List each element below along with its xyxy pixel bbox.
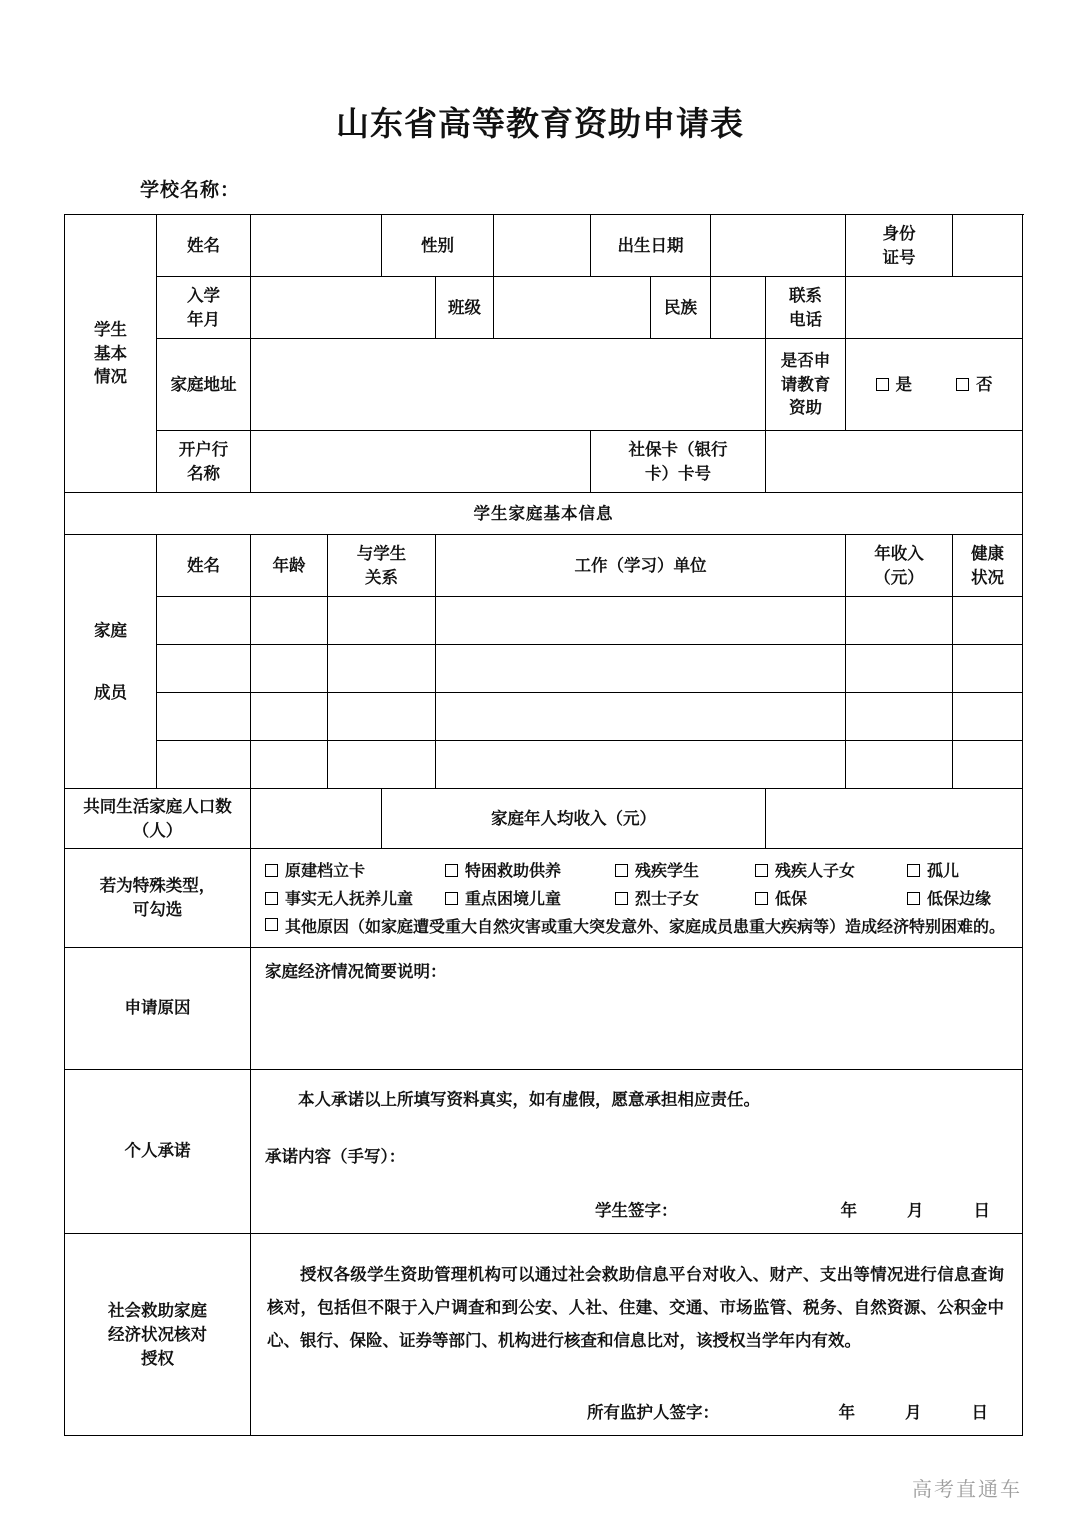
field-per-capita-income[interactable] xyxy=(766,789,1023,849)
checkbox-label: 原建档立卡 xyxy=(285,861,366,880)
label-apply-line-2: 请教育 xyxy=(780,374,831,394)
field-gender[interactable] xyxy=(494,215,591,277)
cell-member-income[interactable] xyxy=(846,741,953,789)
date-fields xyxy=(841,1199,1007,1223)
cell-member-health[interactable] xyxy=(953,597,1023,645)
col-header-health-line-2: 状况 xyxy=(971,567,1004,587)
special-types-row-1 xyxy=(265,859,1016,882)
label-household-count xyxy=(65,789,251,849)
special-types-row-2 xyxy=(265,887,1016,910)
checkbox-square-icon xyxy=(755,864,768,877)
field-apply-reason[interactable] xyxy=(251,947,1023,1069)
application-form-table xyxy=(64,214,1023,1436)
label-bank-line-2: 名称 xyxy=(187,463,220,483)
cell-member-work[interactable] xyxy=(436,741,846,789)
table-row xyxy=(65,597,1023,645)
cell-member-income[interactable] xyxy=(846,597,953,645)
guardian-signature-row xyxy=(267,1401,1004,1425)
label-personal-promise: 个人承诺 xyxy=(65,1069,251,1234)
label-enroll-line-1: 入学 xyxy=(187,285,220,305)
label-social-auth-line-2: 经济状况核对 xyxy=(108,1324,207,1344)
checkbox-label: 残疾学生 xyxy=(635,861,700,880)
col-header-income-line-2: （元） xyxy=(874,567,924,587)
col-header-income xyxy=(846,535,953,597)
date-fields xyxy=(839,1401,1005,1425)
checkbox-marginal-low-income[interactable] xyxy=(907,887,991,910)
col-header-work-unit: 工作（学习）单位 xyxy=(436,535,846,597)
label-ethnic: 民族 xyxy=(651,277,711,339)
side-label-line-3: 情况 xyxy=(94,367,127,387)
checkbox-poverty-card[interactable] xyxy=(265,859,445,882)
table-row-apply-reason xyxy=(65,947,1023,1069)
cell-member-relation[interactable] xyxy=(328,645,436,693)
label-card-number xyxy=(591,431,766,493)
label-id-number xyxy=(846,215,953,277)
checkbox-minimum-living-allowance[interactable] xyxy=(755,887,907,910)
checkbox-square-icon xyxy=(445,864,458,877)
label-special-line-1: 若为特殊类型， xyxy=(99,875,216,895)
guardian-signature-label[interactable]: 所有监护人签字： xyxy=(587,1403,719,1423)
side-label-line-2: 基本 xyxy=(94,343,127,363)
checkbox-key-distressed-child[interactable] xyxy=(445,887,615,910)
cell-member-age[interactable] xyxy=(251,693,328,741)
label-year[interactable]: 年 xyxy=(840,1201,857,1221)
label-gender: 性别 xyxy=(382,215,494,277)
label-month[interactable]: 月 xyxy=(907,1201,924,1221)
cell-member-relation[interactable] xyxy=(328,693,436,741)
student-signature-row xyxy=(265,1199,1006,1223)
cell-member-income[interactable] xyxy=(846,645,953,693)
label-special-types xyxy=(65,849,251,948)
table-row-family-columns xyxy=(65,535,1023,597)
table-row-social-auth xyxy=(65,1234,1023,1436)
cell-member-work[interactable] xyxy=(436,645,846,693)
label-bank-line-1: 开户行 xyxy=(178,439,229,459)
table-row xyxy=(65,741,1023,789)
field-birth[interactable] xyxy=(711,215,846,277)
label-birth: 出生日期 xyxy=(591,215,711,277)
label-social-auth-line-1: 社会救助家庭 xyxy=(108,1300,207,1320)
social-auth-body-text: 授权各级学生资助管理机构可以通过社会救助信息平台对收入、财产、支出等情况进行信息查询核对，包括但不限于入户调查和到公安、人社、住建、交通、市场监管、税务、自然资源、公积金中心、银行、保险、证券等部门、机构进行核查和信息比对，该授权当学年内有效。 xyxy=(267,1265,1004,1351)
field-phone[interactable] xyxy=(846,277,1023,339)
cell-member-name[interactable] xyxy=(157,645,251,693)
cell-member-work[interactable] xyxy=(436,693,846,741)
family-side-label-line-2: 成员 xyxy=(94,682,127,702)
table-row-basic-3 xyxy=(65,339,1023,431)
cell-member-relation[interactable] xyxy=(328,741,436,789)
table-row xyxy=(65,693,1023,741)
checkbox-label: 其他原因（如家庭遭受重大自然灾害或重大突发意外、家庭成员患重大疾病等）造成经济特别困难的。 xyxy=(285,917,1006,937)
checkbox-square-icon xyxy=(265,918,278,931)
col-header-health xyxy=(953,535,1023,597)
checkbox-square-icon xyxy=(907,892,920,905)
checkbox-square-icon xyxy=(615,892,628,905)
school-name-field[interactable] xyxy=(140,175,1080,202)
field-id-number[interactable] xyxy=(953,215,1023,277)
cell-member-age[interactable] xyxy=(251,741,328,789)
special-types-checkbox-group xyxy=(251,849,1023,948)
student-basic-side-label xyxy=(65,215,157,493)
table-row-basic-4 xyxy=(65,431,1023,493)
checkbox-square-icon xyxy=(615,864,628,877)
label-household-line-2: （人） xyxy=(132,820,183,840)
table-row xyxy=(65,645,1023,693)
label-name: 姓名 xyxy=(157,215,251,277)
checkbox-other-reason[interactable] xyxy=(265,915,1016,938)
col-header-relation-line-2: 关系 xyxy=(365,567,398,587)
label-phone-line-2: 电话 xyxy=(789,309,822,329)
label-card-line-1: 社保卡（银行 xyxy=(628,439,728,459)
col-header-income-line-1: 年收入 xyxy=(874,543,924,563)
col-header-health-line-1: 健康 xyxy=(971,543,1004,563)
label-social-auth-line-3: 授权 xyxy=(141,1348,174,1368)
label-apply-line-1: 是否申 xyxy=(780,350,831,370)
checkbox-label: 残疾人子女 xyxy=(775,861,856,880)
label-bank-name xyxy=(157,431,251,493)
checkbox-square-icon xyxy=(265,864,278,877)
label-id-line-1: 身份 xyxy=(882,223,916,243)
checkbox-orphan[interactable] xyxy=(907,859,959,882)
checkbox-square-icon xyxy=(755,892,768,905)
checkbox-label: 特困救助供养 xyxy=(465,861,562,880)
cell-member-name[interactable] xyxy=(157,693,251,741)
checkbox-de-facto-unsupported-child[interactable] xyxy=(265,887,445,910)
cell-member-work[interactable] xyxy=(436,597,846,645)
checkbox-square-icon xyxy=(876,378,889,391)
checkbox-martyr-child[interactable] xyxy=(615,887,755,910)
label-apply-reason: 申请原因 xyxy=(65,947,251,1069)
family-info-header: 学生家庭基本信息 xyxy=(65,493,1023,535)
field-card-number[interactable] xyxy=(766,431,1023,493)
field-home-address[interactable] xyxy=(251,339,766,431)
label-day[interactable]: 日 xyxy=(971,1403,988,1423)
checkbox-label: 孤儿 xyxy=(927,861,960,880)
label-special-line-2: 可勾选 xyxy=(132,899,183,919)
cell-member-income[interactable] xyxy=(846,693,953,741)
cell-member-health[interactable] xyxy=(953,741,1023,789)
checkbox-square-icon xyxy=(445,892,458,905)
school-name-label: 学校名称： xyxy=(140,179,241,201)
promise-handwrite-label: 承诺内容（手写）： xyxy=(265,1147,406,1167)
family-members-side-label xyxy=(65,535,157,789)
table-row-family-header xyxy=(65,493,1023,535)
cell-member-age[interactable] xyxy=(251,645,328,693)
checkbox-label: 事实无人抚养儿童 xyxy=(285,889,414,909)
watermark: 高考直通车 xyxy=(912,1477,1022,1501)
field-bank-name[interactable] xyxy=(251,431,591,493)
label-household-line-1: 共同生活家庭人口数 xyxy=(83,796,232,816)
label-class: 班级 xyxy=(436,277,494,339)
label-enroll-date xyxy=(157,277,251,339)
cell-member-health[interactable] xyxy=(953,645,1023,693)
checkbox-special-hardship-support[interactable] xyxy=(445,859,615,882)
student-signature-label[interactable]: 学生签字： xyxy=(595,1201,678,1221)
label-enroll-line-2: 年月 xyxy=(187,309,220,329)
checkbox-label: 低保 xyxy=(775,889,808,909)
checkbox-child-of-disabled[interactable] xyxy=(755,859,907,882)
label-id-line-2: 证号 xyxy=(882,247,916,267)
label-year[interactable]: 年 xyxy=(838,1403,855,1423)
label-apply-education-aid xyxy=(766,339,846,431)
cell-member-age[interactable] xyxy=(251,597,328,645)
checkbox-label: 重点困境儿童 xyxy=(465,889,562,909)
table-row-basic-2 xyxy=(65,277,1023,339)
field-name[interactable] xyxy=(251,215,382,277)
label-social-auth xyxy=(65,1234,251,1436)
promise-statement: 本人承诺以上所填写资料真实，如有虚假，愿意承担相应责任。 xyxy=(298,1089,760,1109)
table-row-personal-promise xyxy=(65,1069,1023,1234)
col-header-age: 年龄 xyxy=(251,535,328,597)
family-side-label-line-1: 家庭 xyxy=(94,620,127,640)
field-class[interactable] xyxy=(494,277,651,339)
cell-member-relation[interactable] xyxy=(328,597,436,645)
checkbox-apply-yes-label: 是 xyxy=(895,374,912,394)
label-month[interactable]: 月 xyxy=(905,1403,922,1423)
apply-reason-prompt: 家庭经济情况简要说明： xyxy=(265,961,447,981)
apply-aid-choice-cell xyxy=(846,339,1023,431)
checkbox-apply-no[interactable] xyxy=(956,373,993,397)
side-label-line-1: 学生 xyxy=(94,319,127,339)
checkbox-label: 烈士子女 xyxy=(635,889,700,909)
personal-promise-content xyxy=(251,1069,1023,1234)
cell-member-name[interactable] xyxy=(157,597,251,645)
label-phone-line-1: 联系 xyxy=(789,285,822,305)
checkbox-apply-no-label: 否 xyxy=(976,374,993,394)
social-auth-content xyxy=(251,1234,1023,1436)
table-row-basic-1 xyxy=(65,215,1023,277)
checkbox-apply-yes[interactable] xyxy=(876,373,913,397)
page-title: 山东省高等教育资助申请表 xyxy=(336,104,744,143)
label-per-capita-income: 家庭年人均收入（元） xyxy=(382,789,766,849)
checkbox-square-icon xyxy=(265,892,278,905)
table-row-special-types xyxy=(65,849,1023,948)
label-day[interactable]: 日 xyxy=(973,1201,990,1221)
cell-member-health[interactable] xyxy=(953,693,1023,741)
label-phone xyxy=(766,277,846,339)
checkbox-square-icon xyxy=(956,378,969,391)
cell-member-name[interactable] xyxy=(157,741,251,789)
col-header-name: 姓名 xyxy=(157,535,251,597)
label-card-line-2: 卡）卡号 xyxy=(645,463,711,483)
label-apply-line-3: 资助 xyxy=(789,398,822,418)
table-row-household xyxy=(65,789,1023,849)
checkbox-square-icon xyxy=(907,864,920,877)
field-enroll-date[interactable] xyxy=(251,277,436,339)
col-header-relation xyxy=(328,535,436,597)
label-home-address: 家庭地址 xyxy=(157,339,251,431)
checkbox-disabled-student[interactable] xyxy=(615,859,755,882)
field-household-count[interactable] xyxy=(251,789,382,849)
col-header-relation-line-1: 与学生 xyxy=(356,543,407,563)
field-ethnic[interactable] xyxy=(711,277,766,339)
checkbox-label: 低保边缘 xyxy=(927,889,992,909)
